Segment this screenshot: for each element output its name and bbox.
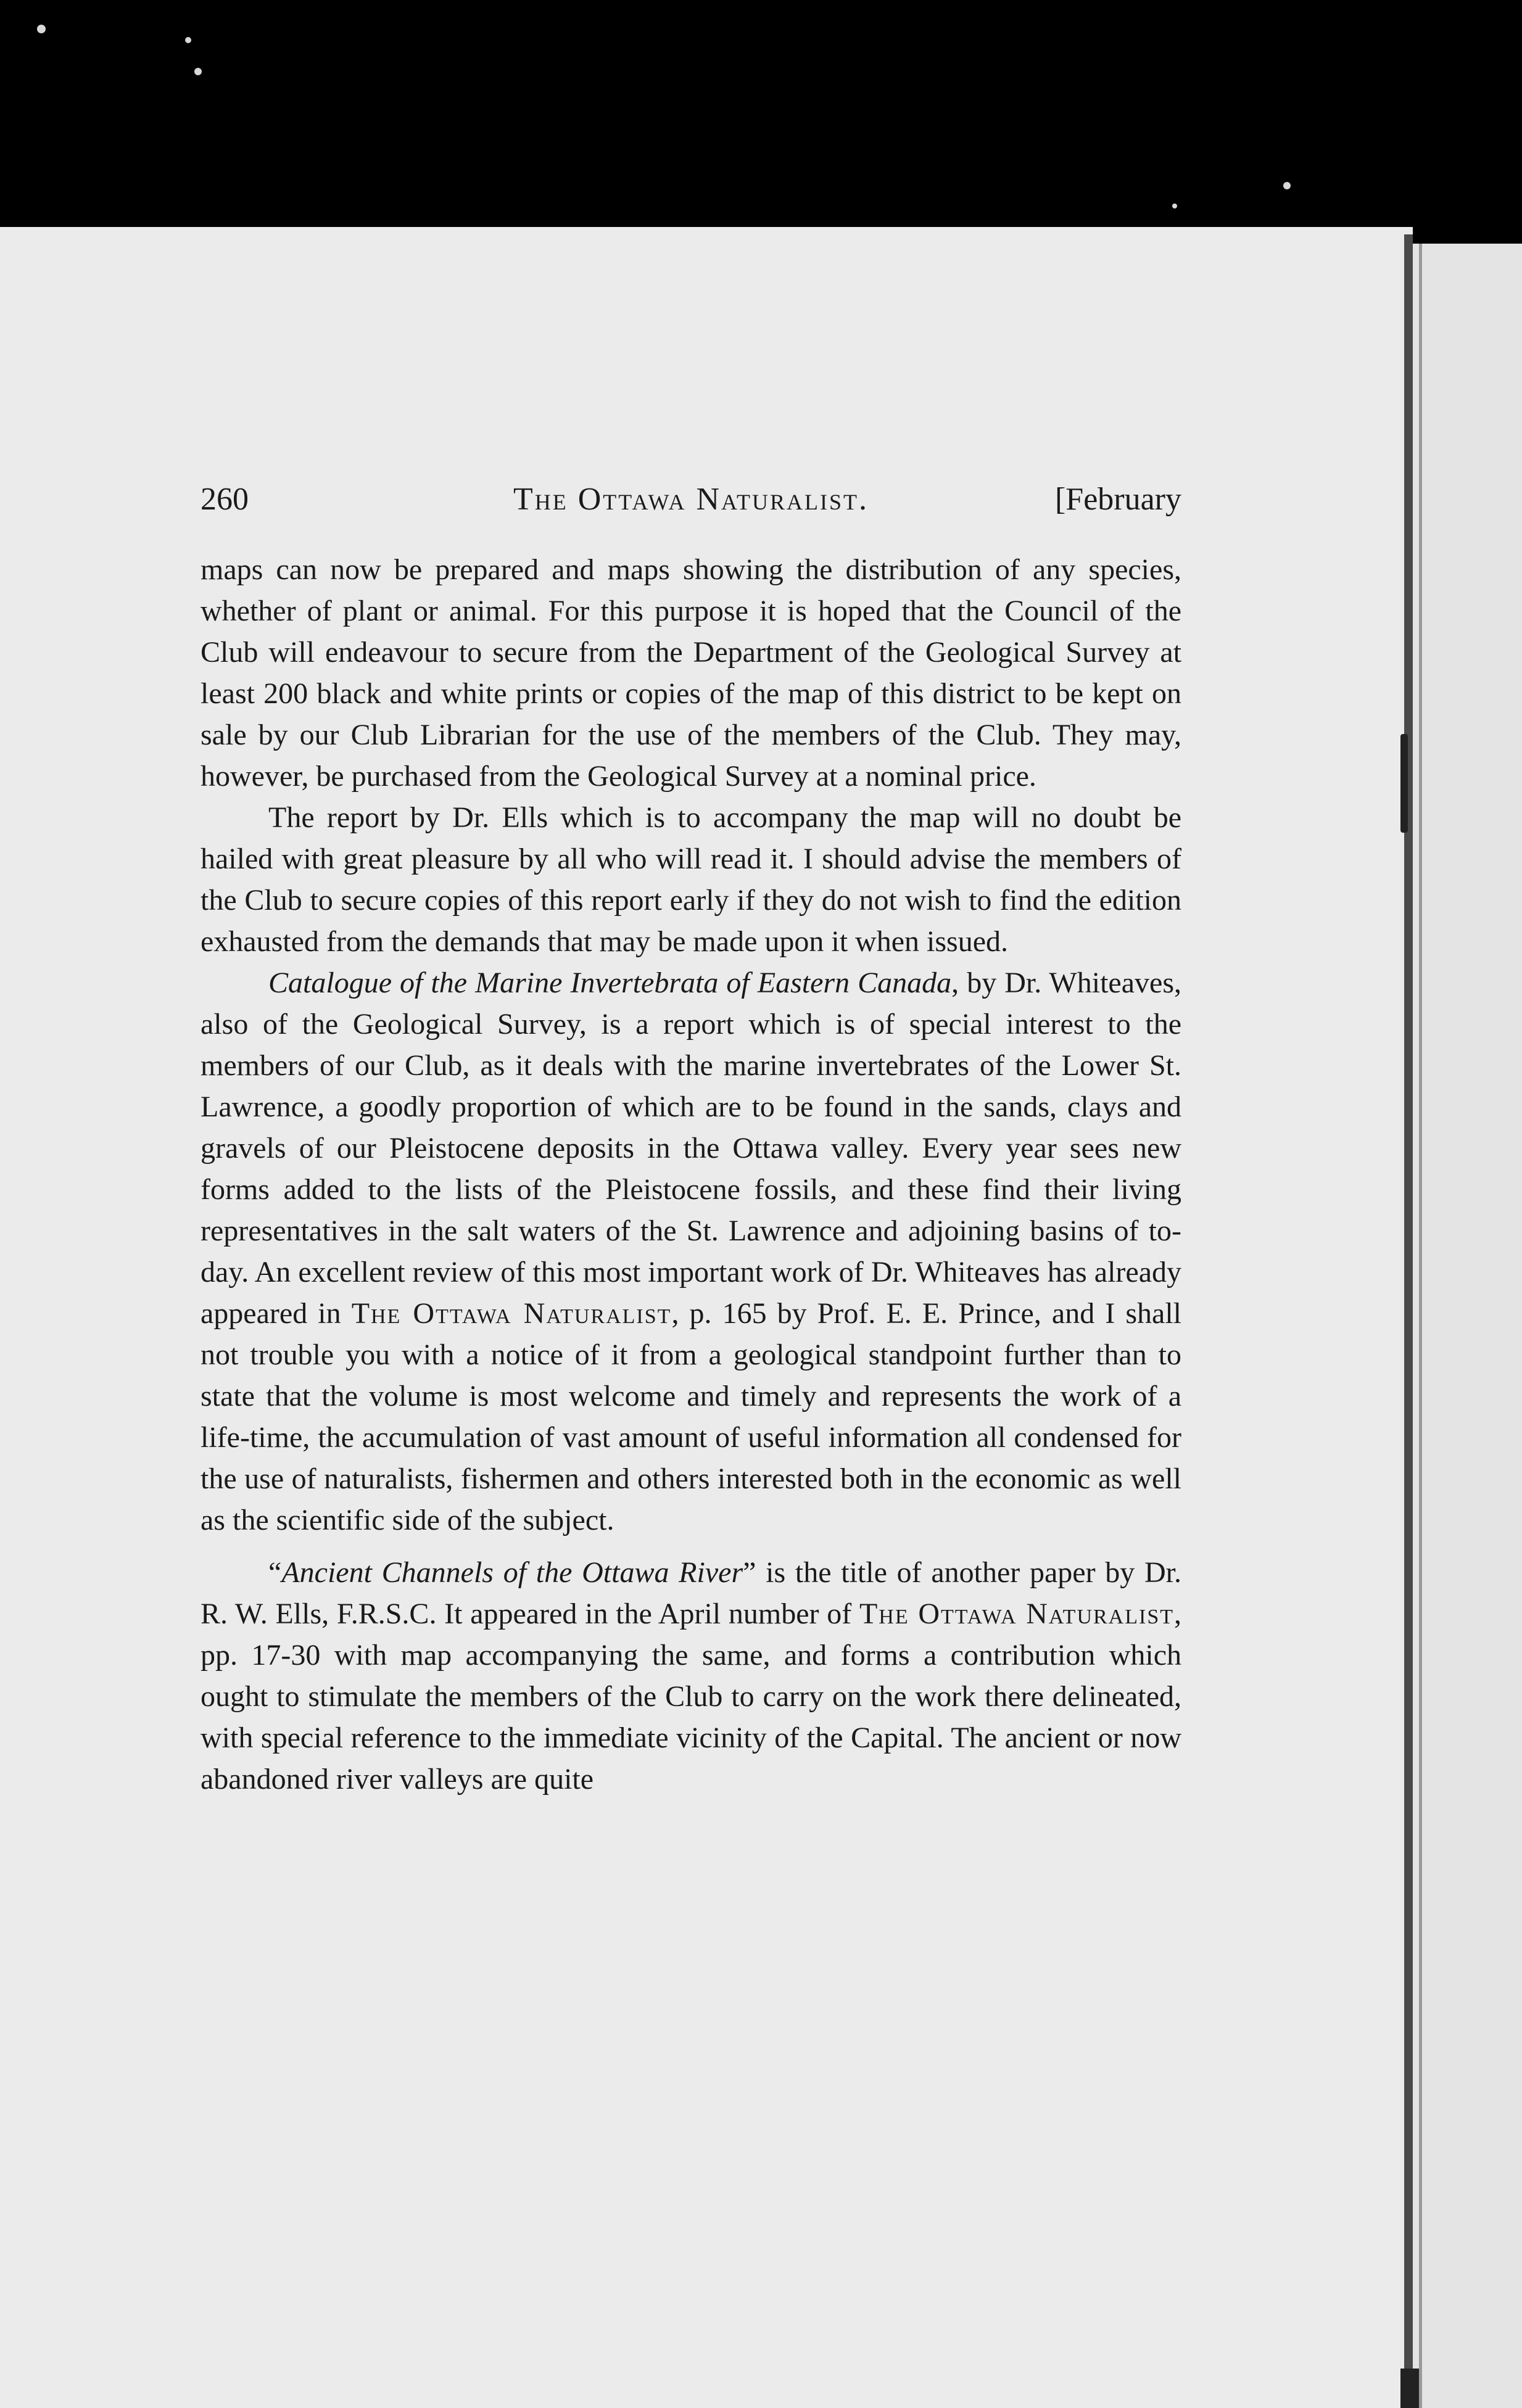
- text-run: The report by Dr. Ells which is to accompany the map will no doubt be hailed with great pleasure by all who will read it. I should advise the members of the Club to secure copies of this report early if they do not wish to find the edition exhausted from the demands that may be made upon it when issued.: [201, 801, 1181, 958]
- page-text: [201, 481, 1181, 1800]
- binding-clip: [1400, 734, 1408, 833]
- page-gutter: [1404, 234, 1413, 2408]
- journal-title: The Ottawa Naturalist.: [513, 482, 869, 517]
- page-number: 260: [201, 482, 249, 517]
- text-run: maps can now be prepared and maps showing the distribution of any species, whether of plant or animal. For this purpose it is hoped that the Council of the Club will endeavour to secure from the Department of the Geological Survey at least 200 black and white prints or copies of the map of this district to be kept on sale by our Club Librarian for the use of the members of the Club. They may, however, be purchased from the Geological Survey at a nominal price.: [201, 553, 1181, 793]
- text-run: , pp. 17-30 with map accompanying the same, and forms a contribution which ought to stimulate the members of the Club to carry on the work there delineated, with special reference to the immediate vicinity of the Capital. The ancient or now abandoned river valleys are quite: [201, 1598, 1182, 1796]
- paragraph-p1: [201, 549, 1181, 797]
- running-header: [201, 481, 1181, 549]
- text-run: “: [268, 1556, 282, 1589]
- facing-page-edge: [1413, 244, 1522, 2408]
- paragraph-p3: [201, 962, 1181, 1541]
- issue-month: [February: [1054, 482, 1181, 517]
- journal-reference: The Ottawa Naturalist: [859, 1598, 1175, 1630]
- scan-speck: [37, 25, 46, 33]
- scan-speck: [185, 37, 191, 43]
- paragraph-gap: [201, 1541, 1181, 1552]
- italic-title: Ancient Channels of the Ottawa River: [281, 1556, 743, 1589]
- journal-reference: The Ottawa Naturalist: [351, 1297, 672, 1330]
- italic-title: Catalogue of the Marine Invertebrata of Eastern Canada: [268, 967, 952, 999]
- body-text: [201, 549, 1181, 1800]
- paragraph-p2: [201, 797, 1181, 962]
- text-run: ” is the title of another paper by Dr. R. W. Ells, F.R.S.C. It appeared in the April number of: [201, 1556, 1181, 1630]
- text-run: , by Dr. Whiteaves, also of the Geological Survey, is a report which is of special interest to the members of our Club, as it deals with the marine invertebrates of the Lower St. Lawrence, a goodly proportion of which are to be found in the sands, clays and gravels of our Pleistocene deposits in the Ottawa valley. Every year sees new forms added to the lists of the Pleistocene fossils, and these find their living representatives in the salt waters of the St. Lawrence and adjoining basins of to-day. An excellent review of this most important work of Dr. Whiteaves has already appeared in: [201, 967, 1182, 1330]
- paragraph-p4: [201, 1552, 1181, 1800]
- facing-page-shadow: [1419, 244, 1422, 2408]
- page-curl: [1400, 2369, 1419, 2408]
- text-run: , p. 165 by Prof. E. E. Prince, and I shall not trouble you with a notice of it from a geological standpoint further than to state that the volume is most welcome and timely and represents the work of a life-time, the accumulation of vast amount of useful information all condensed for the use of naturalists, fishermen and others interested both in the economic as well as the scientific side of the subject.: [201, 1297, 1182, 1536]
- scan-speck: [194, 68, 202, 75]
- scan-speck: [1172, 204, 1177, 208]
- scan-speck: [1283, 182, 1291, 189]
